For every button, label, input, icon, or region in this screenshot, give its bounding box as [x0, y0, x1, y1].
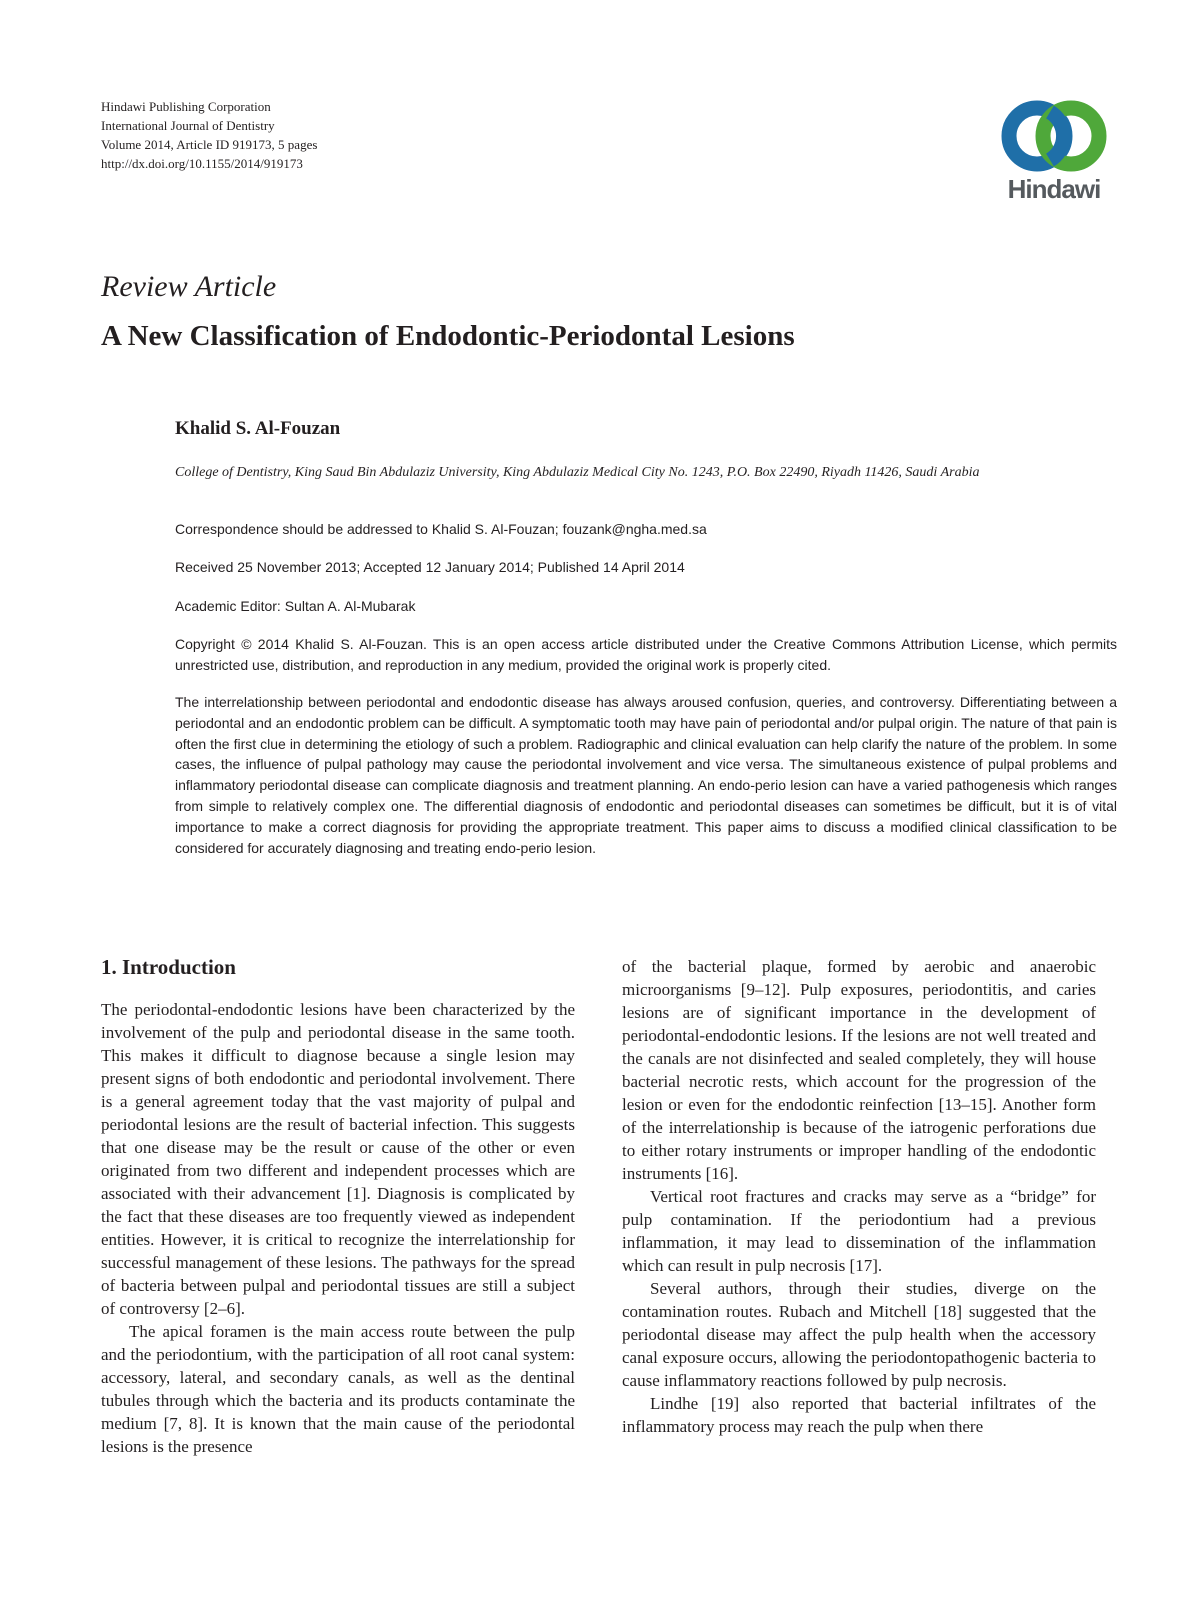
academic-editor: Academic Editor: Sultan A. Al-Mubarak	[175, 598, 416, 614]
volume-info: Volume 2014, Article ID 919173, 5 pages	[101, 137, 318, 152]
right-column	[622, 955, 1096, 1438]
article-title: A New Classification of Endodontic-Periodontal Lesions	[101, 320, 795, 352]
copyright-notice: Copyright © 2014 Khalid S. Al-Fouzan. This is an open access article distributed under the Creative Commons Attribution License, which permits unrestricted use, distribution, and reproduction in any medium, provided the original work is properly cited.	[175, 636, 1117, 673]
author-affiliation: College of Dentistry, King Saud Bin Abdulaziz University, King Abdulaziz Medical City No. 1243, P.O. Box 22490, Riyadh 11426, Saudi Arabia	[175, 465, 980, 480]
author-name: Khalid S. Al-Fouzan	[175, 418, 341, 439]
body-paragraph: The periodontal-endodontic lesions have been characterized by the involvement of the pulp and periodontal disease in the same tooth. This makes it difficult to diagnose because a single lesion may present signs of both endodontic and periodontal involvement. There is a general agreement today that the vast majority of pulpal and periodontal lesions are the result of bacterial infection. This suggests that one disease may be the result or cause of the other or even originated from two different and independent processes which are associated with their advancement [1]. Diagnosis is complicated by the fact that these diseases are too frequently viewed as independent entities. However, it is critical to recognize the interrelationship for successful management of these lesions. The pathways for the spread of bacteria between pulpal and periodontal tissues are still a subject of controversy [2–6].	[101, 1000, 575, 1318]
body-paragraph: The apical foramen is the main access route between the pulp and the periodontium, with the participation of all root canal system: accessory, lateral, and secondary canals, as well as the dentinal tubules through which the bacteria and its products contaminate the medium [7, 8]. It is known that the main cause of the periodontal lesions is the presence	[101, 1322, 575, 1456]
correspondence: Correspondence should be addressed to Khalid S. Al-Fouzan; fouzank@ngha.med.sa	[175, 521, 707, 537]
hindawi-rings-icon	[994, 96, 1114, 180]
article-type: Review Article	[101, 270, 277, 303]
journal-name: International Journal of Dentistry	[101, 118, 275, 133]
body-paragraph: Vertical root fractures and cracks may serve as a “bridge” for pulp contamination. If the periodontium had a previous inflammation, it may lead to dissemination of the inflammation which can result in pulp necrosis [17].	[622, 1187, 1096, 1275]
abstract: The interrelationship between periodontal and endodontic disease has always aroused confusion, queries, and controversy. Differentiating between a periodontal and an endodontic problem can be difficult. A symptomatic tooth may have pain of periodontal and/or pulpal origin. The nature of that pain is often the first clue in determining the etiology of such a problem. Radiographic and clinical evaluation can help clarify the nature of the problem. In some cases, the influence of pulpal pathology may cause the periodontal involvement and vice versa. The simultaneous existence of pulpal problems and inflammatory periodontal disease can complicate diagnosis and treatment planning. An endo-perio lesion can have a varied pathogenesis which ranges from simple to relatively complex one. The differential diagnosis of endodontic and periodontal diseases can sometimes be difficult, but it is of vital importance to make a correct diagnosis for providing the appropriate treatment. This paper aims to discuss a modified clinical classification to be considered for accurately diagnosing and treating endo-perio lesion.	[175, 694, 1117, 856]
doi-link[interactable]: http://dx.doi.org/10.1155/2014/919173	[101, 156, 303, 171]
left-column	[101, 955, 575, 1458]
body-paragraph: Several authors, through their studies, diverge on the contamination routes. Rubach and Mitchell [18] suggested that the periodontal disease may affect the pulp health when the accessory canal exposure occurs, allowing the periodontopathogenic bacteria to cause inflammatory reactions followed by pulp necrosis.	[622, 1279, 1096, 1390]
hindawi-logo	[994, 96, 1114, 208]
body-paragraph: Lindhe [19] also reported that bacterial infiltrates of the inflammatory process may reach the pulp when there	[622, 1394, 1096, 1436]
logo-wordmark: Hindawi	[1007, 174, 1101, 204]
body-paragraph: of the bacterial plaque, formed by aerobic and anaerobic microorganisms [9–12]. Pulp exposures, periodontitis, and caries lesions are of significant importance in the development of periodontal-endodontic lesions. If the lesions are not well treated and the canals are not disinfected and sealed completely, they will house bacterial necrotic rests, which account for the progression of the lesion or even for the endodontic reinfection [13–15]. Another form of the interrelationship is because of the iatrogenic perforations due to either rotary instruments or improper handling of the endodontic instruments [16].	[622, 957, 1096, 1183]
publication-info	[101, 97, 317, 173]
publication-dates: Received 25 November 2013; Accepted 12 January 2014; Published 14 April 2014	[175, 559, 685, 575]
publisher-name: Hindawi Publishing Corporation	[101, 99, 271, 114]
section-title: 1. Introduction	[101, 955, 236, 979]
